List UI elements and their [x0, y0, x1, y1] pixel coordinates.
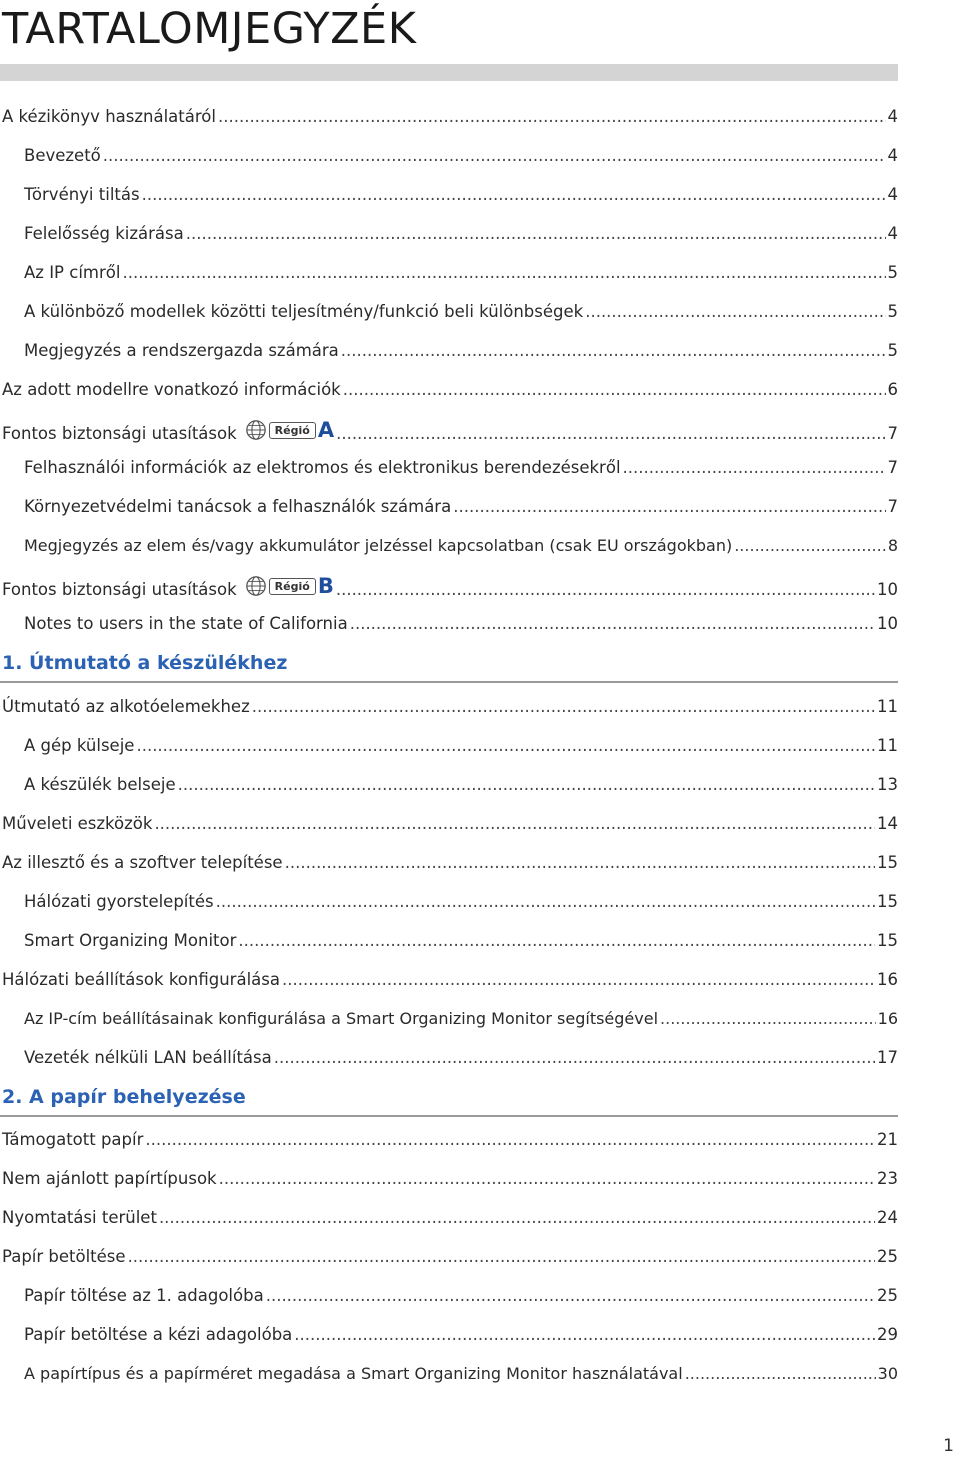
toc-entry[interactable]: [24, 261, 898, 285]
dot-leader: [453, 495, 885, 519]
region-letter: B: [317, 574, 334, 598]
toc-entry[interactable]: [2, 695, 898, 719]
dot-leader: [336, 422, 885, 446]
toc-entry-page: 24: [877, 1208, 898, 1227]
dot-leader: [734, 534, 886, 558]
toc-entry[interactable]: [2, 1245, 898, 1269]
toc-entry-label: Támogatott papír: [2, 1130, 144, 1149]
toc-entry[interactable]: [2, 1206, 898, 1230]
dot-leader: [282, 968, 875, 992]
region-a-badge: [245, 419, 334, 441]
toc-entry[interactable]: [24, 1284, 898, 1308]
toc-entry-page: 21: [877, 1130, 898, 1149]
toc-entry-page: 5: [887, 302, 898, 321]
toc-entry[interactable]: [24, 734, 898, 758]
dot-leader: [103, 144, 886, 168]
toc-entry[interactable]: [2, 851, 898, 875]
toc-entry-page: 10: [877, 614, 898, 633]
toc-entry-page: 25: [877, 1247, 898, 1266]
dot-leader: [178, 773, 875, 797]
toc-entry-label: Papír töltése az 1. adagolóba: [24, 1286, 264, 1305]
dot-leader: [122, 261, 885, 285]
dot-leader: [341, 339, 886, 363]
toc-entry[interactable]: [2, 378, 898, 402]
toc-entry-page: 7: [887, 458, 898, 477]
toc-entry[interactable]: [24, 1362, 898, 1386]
toc-entry[interactable]: [24, 1046, 898, 1070]
toc-entry[interactable]: [2, 573, 898, 597]
toc-entry-page: 30: [877, 1364, 898, 1383]
toc-entry[interactable]: [24, 890, 898, 914]
dot-leader: [623, 456, 886, 480]
dot-leader: [266, 1284, 875, 1308]
dot-leader: [252, 695, 875, 719]
toc-entry-label: Smart Organizing Monitor: [24, 931, 237, 950]
toc-entry[interactable]: [24, 339, 898, 363]
toc-entry-label: Hálózati beállítások konfigurálása: [2, 970, 280, 989]
toc-entry-label: Megjegyzés a rendszergazda számára: [24, 341, 339, 360]
toc-entry-label: Nyomtatási terület: [2, 1208, 157, 1227]
dot-leader: [136, 734, 875, 758]
toc-entry-page: 11: [877, 697, 898, 716]
toc-entry-label: A papírtípus és a papírméret megadása a Smart Organizing Monitor használatával: [24, 1364, 683, 1383]
page-number: 1: [943, 1436, 954, 1456]
toc-entry[interactable]: [24, 495, 898, 519]
toc-entry-page: 15: [877, 892, 898, 911]
dot-leader: [585, 300, 885, 324]
toc-entry-label: Törvényi tiltás: [24, 185, 140, 204]
toc-entry-label: Vezeték nélküli LAN beállítása: [24, 1048, 272, 1067]
toc-entry[interactable]: [24, 144, 898, 168]
toc-entry-label: A gép külseje: [24, 736, 135, 755]
toc-entry-label: Az IP-cím beállításainak konfigurálása a Smart Organizing Monitor segítségével: [24, 1009, 659, 1028]
toc-entry-label: Környezetvédelmi tanácsok a felhasználók számára: [24, 497, 452, 516]
globe-icon: [245, 419, 267, 441]
chapter-heading[interactable]: 1. Útmutató a készülékhez: [2, 652, 288, 674]
toc-entry-page: 15: [877, 853, 898, 872]
dot-leader: [660, 1007, 876, 1031]
toc-entry-page: 4: [887, 185, 898, 204]
dot-leader: [685, 1362, 876, 1386]
toc-entry-label: Az IP címről: [24, 263, 121, 282]
toc-entry-label: Papír betöltése a kézi adagolóba: [24, 1325, 293, 1344]
toc-entry-label: Az adott modellre vonatkozó információk: [2, 380, 341, 399]
dot-leader: [186, 222, 886, 246]
toc-entry-page: 7: [887, 424, 898, 443]
toc-entry[interactable]: [2, 417, 898, 441]
dot-leader: [159, 1206, 875, 1230]
toc-entry-label: Megjegyzés az elem és/vagy akkumulátor jelzéssel kapcsolatban (csak EU országokban): [24, 536, 733, 555]
toc-entry-label: A különböző modellek közötti teljesítmény/funkció beli különbségek: [24, 302, 584, 321]
dot-leader: [343, 378, 886, 402]
toc-entry-page: 8: [887, 536, 898, 555]
toc-entry-label: Bevezető: [24, 146, 101, 165]
dot-leader: [274, 1046, 875, 1070]
chapter-rule: [0, 1115, 898, 1117]
dot-leader: [350, 612, 875, 636]
dot-leader: [238, 929, 875, 953]
toc-entry[interactable]: [24, 456, 898, 480]
toc-entry-label: Papír betöltése: [2, 1247, 126, 1266]
toc-entry-page: 4: [887, 146, 898, 165]
toc-entry[interactable]: [24, 1323, 898, 1347]
dot-leader: [294, 1323, 875, 1347]
toc-entry[interactable]: [24, 1007, 898, 1031]
toc-entry-label: Fontos biztonsági utasítások: [2, 580, 237, 599]
toc-entry-page: 29: [877, 1325, 898, 1344]
globe-icon: [245, 575, 267, 597]
toc-entry-label: Felelősség kizárása: [24, 224, 184, 243]
chapter-rule: [0, 681, 898, 683]
toc-entry-label: Útmutató az alkotóelemekhez: [2, 697, 250, 716]
toc-entry-page: 6: [887, 380, 898, 399]
toc-entry-page: 16: [877, 970, 898, 989]
toc-entry-label: Műveleti eszközök: [2, 814, 153, 833]
toc-entry[interactable]: [2, 105, 898, 129]
toc-entry-page: 5: [887, 263, 898, 282]
region-tag: Régió: [269, 578, 316, 595]
toc-entry[interactable]: [24, 183, 898, 207]
dot-leader: [285, 851, 875, 875]
toc-entry-label: A kézikönyv használatáról: [2, 107, 216, 126]
region-letter: A: [317, 418, 335, 442]
toc-entry-label: A készülék belseje: [24, 775, 176, 794]
toc-entry-label: Felhasználói információk az elektromos és elektronikus berendezésekről: [24, 458, 621, 477]
toc-entry-page: 25: [877, 1286, 898, 1305]
toc-entry-label: Hálózati gyorstelepítés: [24, 892, 214, 911]
region-tag: Régió: [269, 422, 316, 439]
title-bar: [0, 64, 898, 81]
toc-entry-page: 15: [877, 931, 898, 950]
toc-entry[interactable]: [24, 300, 898, 324]
toc-entry-page: 4: [887, 224, 898, 243]
toc-entry[interactable]: [24, 612, 898, 636]
toc-entry[interactable]: [24, 534, 898, 558]
toc-entry-label: Fontos biztonsági utasítások: [2, 424, 237, 443]
toc-entry-label: Az illesztő és a szoftver telepítése: [2, 853, 283, 872]
toc-entry-page: 13: [877, 775, 898, 794]
toc-entry-page: 17: [877, 1048, 898, 1067]
toc-entry-label: Notes to users in the state of California: [24, 614, 348, 633]
dot-leader: [218, 105, 886, 129]
toc-entry[interactable]: [24, 222, 898, 246]
dot-leader: [219, 1167, 875, 1191]
toc-entry[interactable]: [2, 1128, 898, 1152]
toc-entry[interactable]: [2, 1167, 898, 1191]
dot-leader: [142, 183, 886, 207]
toc-entry-page: 4: [887, 107, 898, 126]
dot-leader: [128, 1245, 875, 1269]
toc-entry-page: 10: [877, 580, 898, 599]
toc-entry-page: 11: [877, 736, 898, 755]
toc-entry[interactable]: [2, 968, 898, 992]
toc-entry[interactable]: [2, 812, 898, 836]
toc-entry[interactable]: [24, 773, 898, 797]
chapter-heading[interactable]: 2. A papír behelyezése: [2, 1086, 246, 1108]
dot-leader: [145, 1128, 875, 1152]
toc-entry-label: Nem ajánlott papírtípusok: [2, 1169, 217, 1188]
toc-entry-page: 14: [877, 814, 898, 833]
toc-entry[interactable]: [24, 929, 898, 953]
dot-leader: [216, 890, 875, 914]
dot-leader: [336, 578, 875, 602]
region-b-badge: [245, 575, 334, 597]
page-title: TARTALOMJEGYZÉK: [2, 4, 417, 54]
toc-entry-page: 5: [887, 341, 898, 360]
toc-entry-page: 23: [877, 1169, 898, 1188]
toc-entry-page: 7: [887, 497, 898, 516]
dot-leader: [154, 812, 875, 836]
toc-entry-page: 16: [877, 1009, 898, 1028]
